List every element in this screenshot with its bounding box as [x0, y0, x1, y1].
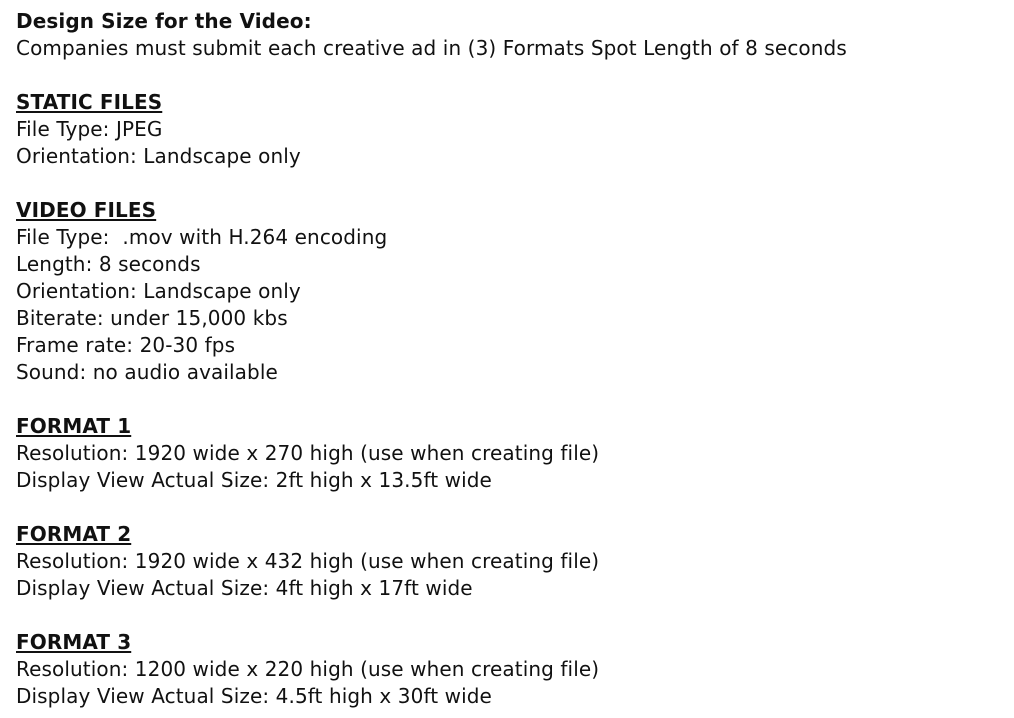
document-body [16, 8, 1006, 710]
format-1-heading: FORMAT 1 [16, 414, 132, 438]
video-bitrate: Biterate: under 15,000 kbs [16, 306, 288, 330]
format-3-display-size: Display View Actual Size: 4.5ft high x 30ft wide [16, 684, 492, 708]
video-sound: Sound: no audio available [16, 360, 278, 384]
video-length: Length: 8 seconds [16, 252, 201, 276]
static-files-heading: STATIC FILES [16, 90, 163, 114]
format-3-heading: FORMAT 3 [16, 630, 132, 654]
video-orientation: Orientation: Landscape only [16, 279, 301, 303]
format-3-resolution: Resolution: 1200 wide x 220 high (use when creating file) [16, 657, 600, 681]
document-title: Design Size for the Video: [16, 9, 312, 33]
format-1-resolution: Resolution: 1920 wide x 270 high (use when creating file) [16, 441, 600, 465]
spacer [16, 170, 1006, 197]
intro-text: Companies must submit each creative ad in (3) Formats Spot Length of 8 seconds [16, 36, 847, 60]
format-1-display-size: Display View Actual Size: 2ft high x 13.5ft wide [16, 468, 492, 492]
spacer [16, 62, 1006, 89]
spacer [16, 386, 1006, 413]
video-files-heading: VIDEO FILES [16, 198, 157, 222]
format-2-display-size: Display View Actual Size: 4ft high x 17ft wide [16, 576, 473, 600]
spacer [16, 602, 1006, 629]
video-file-type: File Type: .mov with H.264 encoding [16, 225, 388, 249]
spacer [16, 494, 1006, 521]
video-frame-rate: Frame rate: 20-30 fps [16, 333, 236, 357]
format-2-resolution: Resolution: 1920 wide x 432 high (use when creating file) [16, 549, 600, 573]
static-file-type: File Type: JPEG [16, 117, 163, 141]
format-2-heading: FORMAT 2 [16, 522, 132, 546]
static-orientation: Orientation: Landscape only [16, 144, 301, 168]
